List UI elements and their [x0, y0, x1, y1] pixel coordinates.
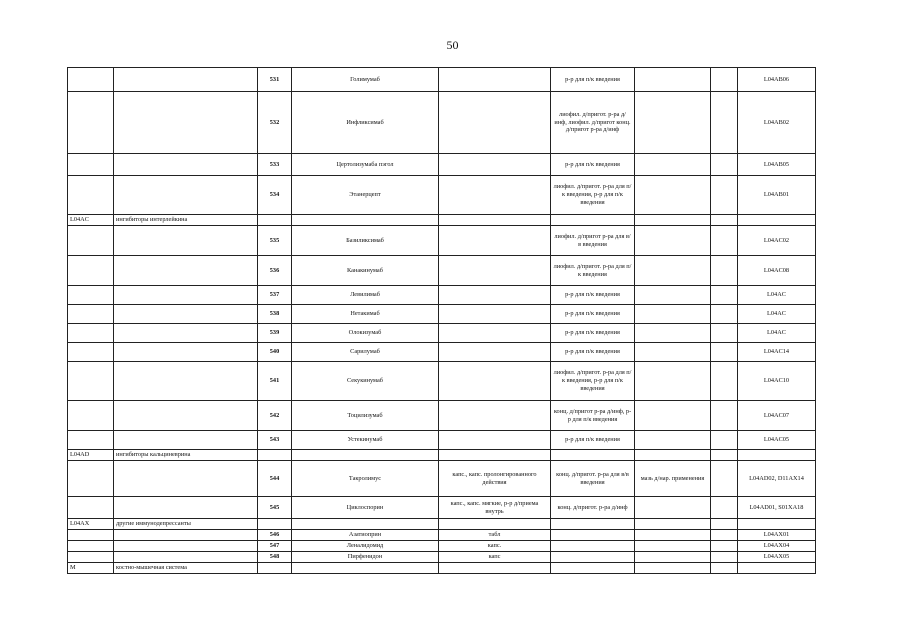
cell-code [68, 552, 114, 563]
cell-f3 [635, 154, 711, 176]
cell-drug: Инфликсимаб [292, 92, 439, 154]
cell-f3 [635, 324, 711, 343]
cell-code [68, 497, 114, 519]
cell-f1 [439, 256, 551, 286]
cell-atc: L04AC05 [738, 431, 816, 450]
cell-f3 [635, 286, 711, 305]
cell-code [68, 68, 114, 92]
table-row [68, 431, 816, 450]
cell-code [68, 92, 114, 154]
cell-f1 [439, 215, 551, 226]
cell-drug [292, 519, 439, 530]
empty-cell [711, 68, 738, 92]
empty-cell [711, 362, 738, 401]
cell-name: ингибиторы кальциневрина [114, 450, 258, 461]
cell-atc: L04AC [738, 305, 816, 324]
cell-f2: лиофил. д/пригот. р-ра для п/к введения, р-р для п/к введения [551, 362, 635, 401]
empty-cell [711, 256, 738, 286]
cell-f3 [635, 497, 711, 519]
cell-atc: L04AC10 [738, 362, 816, 401]
cell-name: другие иммунодепрессанты [114, 519, 258, 530]
cell-num: 548 [258, 552, 292, 563]
cell-drug: Такролимус [292, 461, 439, 497]
cell-code [68, 176, 114, 215]
empty-cell [711, 286, 738, 305]
table-row [68, 324, 816, 343]
cell-f2 [551, 519, 635, 530]
cell-code: L04AD [68, 450, 114, 461]
cell-f3 [635, 343, 711, 362]
cell-f2 [551, 450, 635, 461]
cell-f2: р-р для п/к введения [551, 286, 635, 305]
cell-f3: мазь д/нар. применения [635, 461, 711, 497]
cell-drug: Нетакимаб [292, 305, 439, 324]
empty-cell [711, 450, 738, 461]
cell-f3 [635, 401, 711, 431]
cell-f2 [551, 563, 635, 574]
cell-f1 [439, 68, 551, 92]
cell-atc [738, 215, 816, 226]
empty-cell [711, 552, 738, 563]
cell-f2: конц. д/пригот. р-ра для в/в введения [551, 461, 635, 497]
cell-name [114, 552, 258, 563]
empty-cell [711, 563, 738, 574]
cell-name [114, 431, 258, 450]
cell-f2: конц. д/пригот. р-ра д/инф [551, 497, 635, 519]
cell-name: ингибиторы интерлейкина [114, 215, 258, 226]
cell-name [114, 530, 258, 541]
cell-drug: Цертолизумаба пэгол [292, 154, 439, 176]
table-row [68, 68, 816, 92]
cell-f1 [439, 226, 551, 256]
cell-name [114, 226, 258, 256]
table-row [68, 286, 816, 305]
cell-name [114, 176, 258, 215]
empty-cell [711, 431, 738, 450]
cell-atc [738, 563, 816, 574]
cell-drug: Сарилумаб [292, 343, 439, 362]
cell-name [114, 68, 258, 92]
cell-num: 534 [258, 176, 292, 215]
empty-cell [711, 226, 738, 256]
table-row [68, 343, 816, 362]
cell-f3 [635, 256, 711, 286]
cell-name [114, 92, 258, 154]
cell-f3 [635, 519, 711, 530]
table-row [68, 92, 816, 154]
cell-code [68, 256, 114, 286]
cell-num: 541 [258, 362, 292, 401]
empty-cell [711, 92, 738, 154]
cell-f2: лиофил. д/пригот. р-ра д/инф, лиофил. д/пригот конц. д/пригот р-ра д/инф [551, 92, 635, 154]
cell-drug: Секукинумаб [292, 362, 439, 401]
cell-drug: Олокизумаб [292, 324, 439, 343]
cell-f3 [635, 305, 711, 324]
cell-code [68, 461, 114, 497]
cell-drug: Тоцилизумаб [292, 401, 439, 431]
drug-registry-table [67, 67, 816, 574]
cell-drug [292, 563, 439, 574]
cell-num [258, 563, 292, 574]
cell-f3 [635, 563, 711, 574]
empty-cell [711, 154, 738, 176]
cell-atc [738, 450, 816, 461]
cell-num: 532 [258, 92, 292, 154]
cell-f1 [439, 519, 551, 530]
empty-cell [711, 305, 738, 324]
cell-f3 [635, 226, 711, 256]
cell-atc: L04AC07 [738, 401, 816, 431]
cell-atc: L04AX01 [738, 530, 816, 541]
cell-code: L04AC [68, 215, 114, 226]
cell-f1: капс. [439, 541, 551, 552]
cell-f2 [551, 530, 635, 541]
cell-num [258, 450, 292, 461]
cell-atc: L04AB02 [738, 92, 816, 154]
cell-f2: лиофил. д/пригот р-ра для в/в введения [551, 226, 635, 256]
cell-f1: капс., капс. мягкие, р-р д/приема внутрь [439, 497, 551, 519]
cell-num: 539 [258, 324, 292, 343]
cell-f1 [439, 92, 551, 154]
cell-f1: капс [439, 552, 551, 563]
cell-num: 540 [258, 343, 292, 362]
cell-num: 542 [258, 401, 292, 431]
cell-num: 544 [258, 461, 292, 497]
cell-num: 533 [258, 154, 292, 176]
table-row [68, 176, 816, 215]
cell-num: 546 [258, 530, 292, 541]
cell-f2 [551, 552, 635, 563]
cell-num: 536 [258, 256, 292, 286]
cell-atc: L04AX05 [738, 552, 816, 563]
cell-atc: L04AC [738, 324, 816, 343]
table-row [68, 461, 816, 497]
cell-num: 538 [258, 305, 292, 324]
cell-f3 [635, 450, 711, 461]
cell-name [114, 362, 258, 401]
cell-code [68, 226, 114, 256]
table-row [68, 497, 816, 519]
table-row [68, 552, 816, 563]
cell-f1 [439, 154, 551, 176]
cell-f1 [439, 401, 551, 431]
empty-cell [711, 541, 738, 552]
cell-name [114, 256, 258, 286]
table-row [68, 401, 816, 431]
cell-f1: капс., капс. пролонгированного действия [439, 461, 551, 497]
cell-drug: Азатиоприн [292, 530, 439, 541]
cell-atc: L04AC02 [738, 226, 816, 256]
empty-cell [711, 324, 738, 343]
cell-code: M [68, 563, 114, 574]
cell-name: костно-мышечная система [114, 563, 258, 574]
cell-name [114, 305, 258, 324]
empty-cell [711, 343, 738, 362]
cell-f2: р-р для п/к введения [551, 343, 635, 362]
cell-atc: L04AB06 [738, 68, 816, 92]
empty-cell [711, 461, 738, 497]
cell-name [114, 541, 258, 552]
cell-atc: L04AD01, S01XA18 [738, 497, 816, 519]
empty-cell [711, 519, 738, 530]
cell-atc [738, 519, 816, 530]
cell-atc: L04AB01 [738, 176, 816, 215]
table-row [68, 362, 816, 401]
cell-atc: L04AC14 [738, 343, 816, 362]
cell-code [68, 286, 114, 305]
cell-f2: р-р для п/к введения [551, 68, 635, 92]
cell-name [114, 497, 258, 519]
empty-cell [711, 530, 738, 541]
cell-f3 [635, 362, 711, 401]
cell-atc: L04AC08 [738, 256, 816, 286]
empty-cell [711, 176, 738, 215]
table-row [68, 305, 816, 324]
cell-f3 [635, 541, 711, 552]
page-number: 50 [446, 38, 459, 52]
cell-num: 543 [258, 431, 292, 450]
cell-name [114, 154, 258, 176]
cell-code [68, 530, 114, 541]
cell-code [68, 343, 114, 362]
cell-f2: лиофил. д/пригот. р-ра для п/к введения, р-р для п/к введения [551, 176, 635, 215]
cell-num [258, 519, 292, 530]
cell-f1 [439, 362, 551, 401]
cell-f2: р-р для п/к введения [551, 305, 635, 324]
cell-f1 [439, 450, 551, 461]
cell-f3 [635, 215, 711, 226]
cell-f2: р-р для п/к введения [551, 154, 635, 176]
cell-code [68, 305, 114, 324]
cell-num: 535 [258, 226, 292, 256]
group-row [68, 519, 816, 530]
cell-code [68, 154, 114, 176]
cell-f2 [551, 215, 635, 226]
cell-f1 [439, 305, 551, 324]
cell-code [68, 541, 114, 552]
cell-f2: р-р для п/к введения [551, 324, 635, 343]
cell-drug: Левилимаб [292, 286, 439, 305]
cell-name [114, 401, 258, 431]
empty-cell [711, 497, 738, 519]
table-row [68, 256, 816, 286]
cell-drug [292, 215, 439, 226]
group-row [68, 563, 816, 574]
cell-f1 [439, 343, 551, 362]
cell-code [68, 324, 114, 343]
cell-f1 [439, 324, 551, 343]
cell-f2: р-р для п/к введения [551, 431, 635, 450]
cell-f1 [439, 286, 551, 305]
cell-code [68, 431, 114, 450]
cell-drug: Этанерцепт [292, 176, 439, 215]
empty-cell [711, 401, 738, 431]
cell-f1: табл [439, 530, 551, 541]
cell-num: 545 [258, 497, 292, 519]
cell-code [68, 401, 114, 431]
table-row [68, 226, 816, 256]
cell-f2 [551, 541, 635, 552]
cell-num: 531 [258, 68, 292, 92]
cell-num: 537 [258, 286, 292, 305]
cell-f3 [635, 431, 711, 450]
cell-drug: Пирфенидон [292, 552, 439, 563]
cell-atc: L04AX04 [738, 541, 816, 552]
cell-drug: Голимумаб [292, 68, 439, 92]
cell-name [114, 343, 258, 362]
cell-name [114, 461, 258, 497]
empty-cell [711, 215, 738, 226]
cell-name [114, 286, 258, 305]
table-body [68, 68, 816, 574]
cell-f3 [635, 552, 711, 563]
cell-drug: Леналидомид [292, 541, 439, 552]
group-row [68, 215, 816, 226]
cell-atc: L04AD02, D11AX14 [738, 461, 816, 497]
cell-f3 [635, 530, 711, 541]
group-row [68, 450, 816, 461]
cell-f1 [439, 431, 551, 450]
cell-num: 547 [258, 541, 292, 552]
cell-drug: Устекинумаб [292, 431, 439, 450]
cell-f2: конц. д/пригот р-ра д/инф, р-р для п/к введения [551, 401, 635, 431]
cell-f1 [439, 176, 551, 215]
cell-drug: Базиликсимаб [292, 226, 439, 256]
cell-num [258, 215, 292, 226]
table-row [68, 541, 816, 552]
cell-f3 [635, 92, 711, 154]
cell-f3 [635, 176, 711, 215]
cell-drug: Канакинумаб [292, 256, 439, 286]
cell-atc: L04AC [738, 286, 816, 305]
cell-drug: Циклоспорин [292, 497, 439, 519]
cell-f1 [439, 563, 551, 574]
table-row [68, 530, 816, 541]
cell-code: L04AX [68, 519, 114, 530]
cell-f3 [635, 68, 711, 92]
cell-code [68, 362, 114, 401]
cell-drug [292, 450, 439, 461]
cell-name [114, 324, 258, 343]
cell-atc: L04AB05 [738, 154, 816, 176]
table-row [68, 154, 816, 176]
cell-f2: лиофил. д/пригот. р-ра для п/к введения [551, 256, 635, 286]
